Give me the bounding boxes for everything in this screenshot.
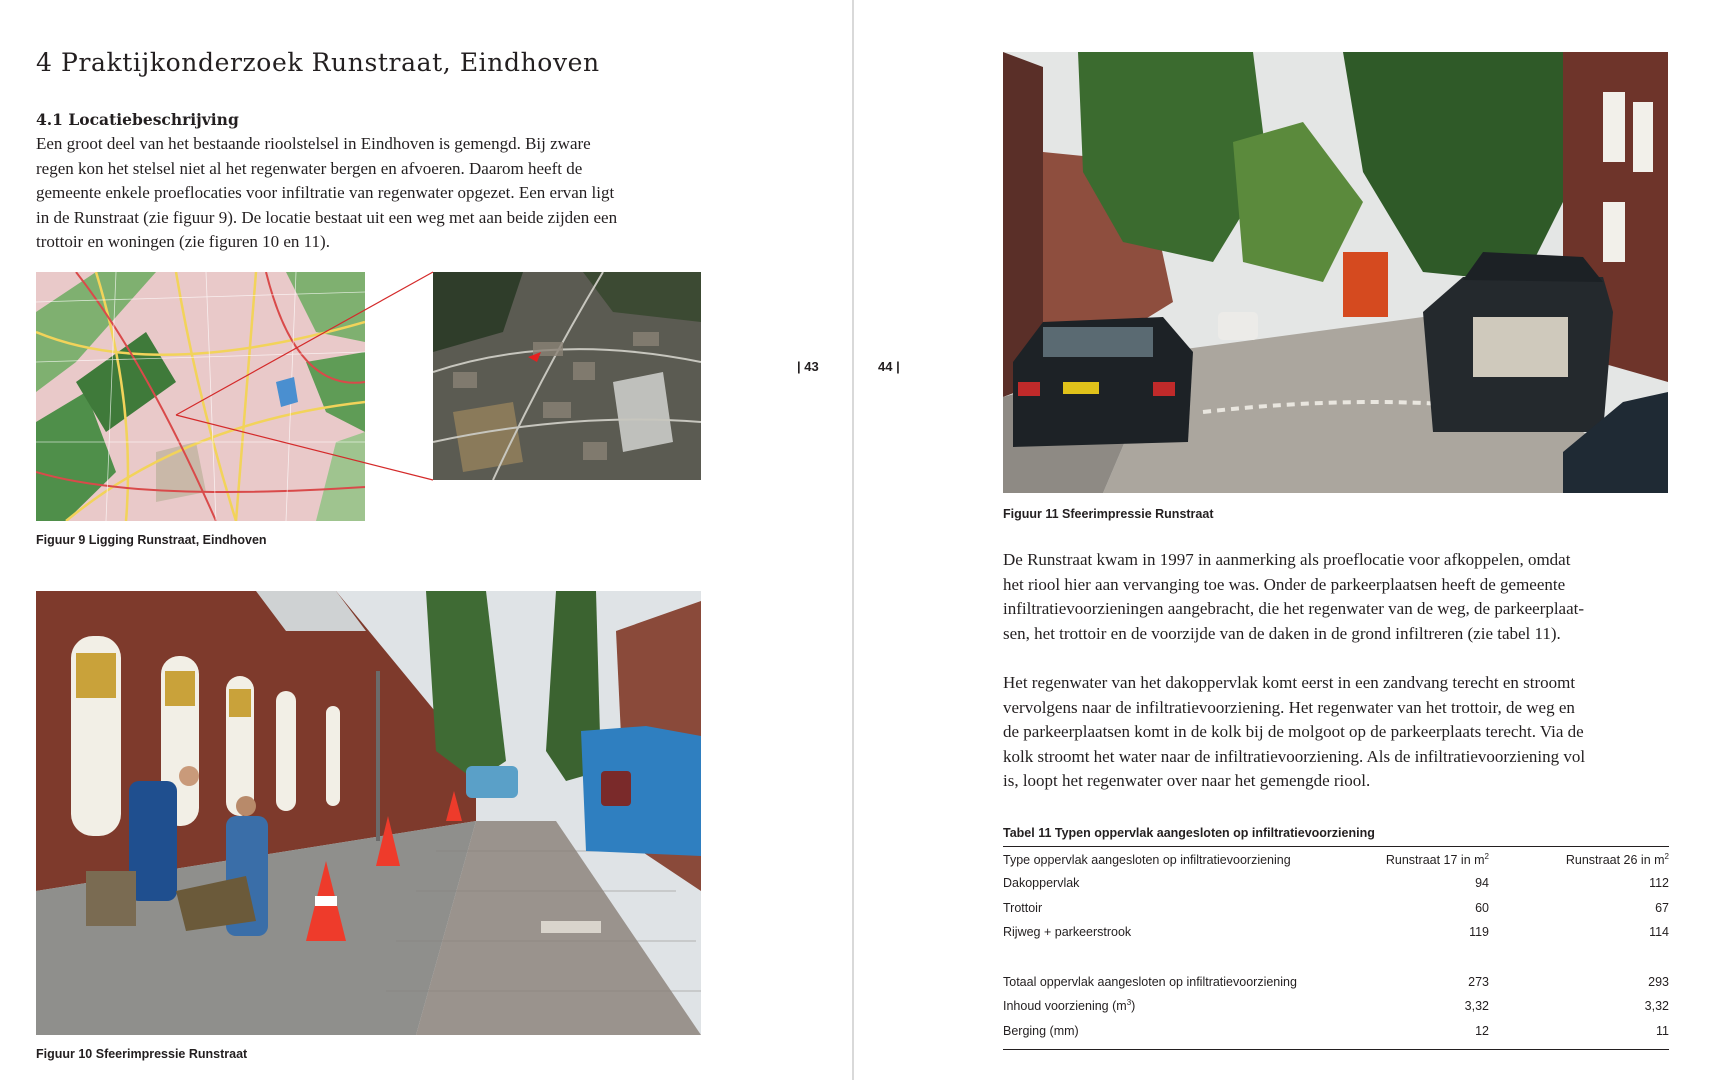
- table-header: [1003, 847, 1669, 872]
- intro-line: Een groot deel van het bestaande rioolstelsel in Eindhoven is gemengd. Bij zware: [36, 134, 591, 153]
- row-label: Rijweg + parkeerstrook: [1003, 925, 1132, 940]
- chapter-title: 4 Praktijkonderzoek Runstraat, Eindhoven: [36, 48, 600, 77]
- row-label: Trottoir: [1003, 900, 1043, 915]
- paragraph-line: Het regenwater van het dakoppervlak komt eerst in een zandvang terecht en stroomt: [1003, 673, 1576, 692]
- body-paragraph-1: [1003, 548, 1669, 646]
- cell-runstraat-17: 3,32: [1464, 999, 1489, 1014]
- cell-runstraat-26: 112: [1649, 876, 1669, 891]
- figure10-caption: Figuur 10 Sfeerimpressie Runstraat: [36, 1047, 248, 1061]
- intro-line: in de Runstraat (zie figuur 9). De locatie bestaat uit een weg met aan beide zijden een: [36, 207, 618, 227]
- table-header-row: [1003, 847, 1669, 872]
- section-heading: 4.1 Locatiebeschrijving: [36, 110, 239, 129]
- page-number-left: | 43: [797, 359, 819, 374]
- city-map-image: [36, 272, 365, 521]
- body-paragraph-2: [1003, 671, 1669, 794]
- paragraph-line: de parkeerplaatsen komt in de kolk bij de molgoot op de parkeerplaats terecht. Via de: [1003, 722, 1584, 742]
- figure11-caption: Figuur 11 Sfeerimpressie Runstraat: [1003, 507, 1214, 521]
- table11-caption: Tabel 11 Typen oppervlak aangesloten op infiltratievoorziening: [1003, 826, 1375, 840]
- table-total-row: [1003, 994, 1669, 1019]
- header-runstraat-17: Runstraat 17 in $m^2$: [1385, 851, 1489, 867]
- paragraph-line: vervolgens naar de infiltratievoorziening. Het regenwater van het trottoir, de weg en: [1003, 697, 1575, 717]
- right-page: [854, 0, 1736, 1080]
- row-label: Inhoud voorziening $(m^3)$: [1003, 998, 1136, 1014]
- header-runstraat-26: Runstraat 26 in $m^2$: [1565, 851, 1669, 867]
- intro-line: trottoir en woningen (zie figuren 10 en 11).: [36, 232, 330, 252]
- aerial-photo-image: [433, 272, 701, 480]
- cell-runstraat-17: 119: [1469, 925, 1489, 940]
- street-photo-cars-image: [1003, 52, 1668, 493]
- table-total-row: [1003, 970, 1669, 995]
- cell-runstraat-26: 3,32: [1644, 999, 1669, 1014]
- row-label: Berging (mm): [1003, 1019, 1383, 1050]
- cell-runstraat-17: 12: [1383, 1019, 1489, 1050]
- cell-runstraat-26: 293: [1648, 974, 1669, 989]
- table-body: [1003, 871, 1669, 1050]
- paragraph-line: infiltratievoorzieningen aangebracht, die het regenwater van de weg, de parkeerplaat-: [1003, 599, 1585, 619]
- paragraph-line: sen, het trottoir en de voorzijde van de daken in de grond infiltreren (zie tabel 11).: [1003, 623, 1561, 643]
- table-row: [1003, 896, 1669, 921]
- table-total-row: [1003, 1019, 1669, 1050]
- street-photo-workers-image: [36, 591, 701, 1035]
- paragraph-line: het riool hier aan vervanging toe was. Onder de parkeerplaatsen heeft de gemeente: [1003, 574, 1566, 594]
- left-page: [0, 0, 852, 1080]
- cell-runstraat-17: 273: [1468, 974, 1489, 989]
- cell-runstraat-17: 60: [1475, 900, 1489, 915]
- cell-runstraat-26: 114: [1649, 925, 1669, 940]
- cell-runstraat-17: 94: [1475, 876, 1489, 891]
- header-surface-type: Type oppervlak aangesloten op infiltratievoorziening: [1003, 853, 1291, 867]
- paragraph-line: is, loopt het regenwater over naar het gemengde riool.: [1003, 771, 1371, 791]
- cell-runstraat-26: 11: [1489, 1019, 1669, 1050]
- table-row: [1003, 871, 1669, 896]
- table-row: [1003, 920, 1669, 945]
- page-number-right: 44 |: [878, 359, 900, 374]
- cell-runstraat-26: 67: [1655, 900, 1669, 915]
- surface-table: [1003, 846, 1669, 1050]
- intro-line: gemeente enkele proeflocaties voor infiltratie van regenwater opgezet. Een ervan ligt: [36, 183, 615, 203]
- row-label: Dakoppervlak: [1003, 876, 1080, 891]
- table-spacer-row: [1003, 945, 1669, 970]
- intro-line: regen kon het stelsel niet al het regenwater bergen en afvoeren. Daarom heeft de: [36, 158, 583, 178]
- paragraph-line: De Runstraat kwam in 1997 in aanmerking als proeflocatie voor afkoppelen, omdat: [1003, 550, 1571, 569]
- figure9-caption: Figuur 9 Ligging Runstraat, Eindhoven: [36, 533, 267, 547]
- intro-paragraph: [36, 132, 696, 255]
- row-label: Totaal oppervlak aangesloten op infiltratievoorziening: [1003, 974, 1297, 989]
- paragraph-line: kolk stroomt het water naar de infiltratievoorziening. Als de infiltratievoorziening vol: [1003, 746, 1586, 766]
